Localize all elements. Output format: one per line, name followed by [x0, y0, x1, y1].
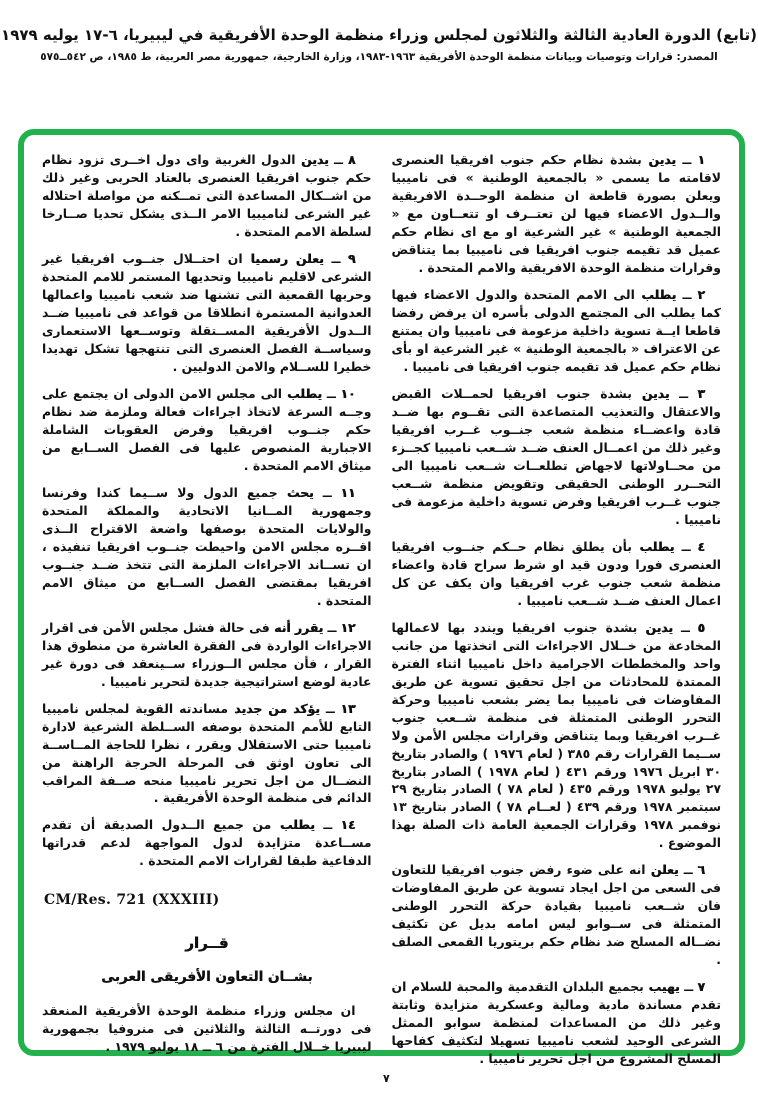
decision-subheading: بشــان التعاون الأفريقى العربى [101, 969, 313, 986]
page-header [0, 26, 758, 63]
paragraph-2-text: الى الامم المتحدة والدول الاعضاء فيها كما يطلب الى المجتمع الدولى بأسره ان يرفض رفضا قاطعا ايــة تسوية داخلية مزعومة فى ناميبيا وان يمتنع عن الاعتراف « بالجمعية الوطنية » غير الشرعية او بأى نظام حكم عميل قد تقيمه جنوب افريقيا فى ناميبيا . [391, 286, 721, 374]
paragraph-8 [42, 151, 372, 241]
resolution-reference: CM/Res. 721 (XXXIII) [44, 892, 220, 909]
paragraph-4 [392, 538, 722, 610]
paragraph-9 [42, 250, 372, 376]
green-border-frame [18, 129, 745, 1067]
paragraph-12-text: فى حالة فشل مجلس الأمن فى اقرار الاجراءات الواردة فى الفقرة العاشرة من منطوق هذا القرار ، فأن مجلس الــوزراء ســينعقد فى دورة غير عادية لوضع استراتيجية جديدة لتحرير ناميبيا . [42, 619, 372, 689]
paragraph-9-text: ان احتــلال جنــوب افريقيا غير الشرعى لاقليم ناميبيا وتحديها المستمر للامم المتحدة وحربها القمعية التى تشنها ضد شعب ناميبيا واعمالها العدوانية المستمرة انطلاقا من قواعد فى ناميبيا ضــد الــدول الأفريقية المســتقلة وتوســعها الاستعمارى وسياســة الفصل العنصرى التى تنتهجها تشكل تهديدا خطيرا للســلام والامن الدوليين . [42, 250, 372, 374]
paragraph-7-lead: ٧ ــ يهيب [648, 979, 705, 995]
paragraph-3-text: بشدة جنوب افريقيا لحمــلات القبض والاعتقال والتعذيب المتصاعدة التى تقــوم بها ضــد قادة واعضــاء منظمة شعب جنــوب غــرب افريقيا وغير ذلك من اعمــال العنف ضــد شــعب ناميبيا كجــزء من محــاولاتها لاجهاض تطلعــات شــعب ناميبيا الى التحــرر الوطنى الحقيقى وتقويض منظمة شــعب جنوب غــرب افريقيا وفرض تسوية داخلية مزعومة فى ناميبيا . [391, 385, 721, 527]
paragraph-10 [42, 385, 372, 475]
paragraph-12-lead: ١٢ ــ يقرر أنه [274, 619, 356, 635]
paragraph-13-text: مساندته القوية لمجلس ناميبيا التابع للأمم المتحدة بوصفه الســلطة الشرعية لادارة ناميبيا حتى الاستقلال ويقرر ، نظرا للحاجة المــاســة الى تعاون اوثق فى المرحلة الحرجة الراهنة من النضــال من اجل تحرير ناميبيا منحه صــفة المراقب الدائم فى منظمة الوحدة الأفريقية . [42, 700, 372, 806]
paragraph-3-lead: ٣ ــ يدين [641, 385, 705, 401]
paragraph-2-lead: ٢ ــ يطلب [641, 286, 705, 302]
paragraph-10-lead: ١٠ ــ يطلب [287, 385, 356, 401]
paragraph-14 [42, 816, 372, 870]
paragraph-6 [392, 861, 722, 969]
paragraph-11-text: جميع الدول ولا ســيما كندا وفرنسا وجمهورية المــانيا الاتحادية والمملكة المتحدة والولايات المتحدة بوصفها واضعة الاقتراح الــذى اقــره مجلس الامن واحيطت جنــوب افريقيا تنفيذه ، ان تســاند الاجراءات الملزمة التى تتخذ ضــد جنــوب افريقيا بمقتضى الفصل الســابع من ميثاق الامم المتحدة . [42, 484, 372, 608]
paragraph-10-text: الى مجلس الامن الدولى ان يجتمع على وجــه السرعة لاتخاذ اجراءات فعالة وملزمة ضد نظام حكم جنــوب افريقيا وفرض العقوبات الشاملة الاجبارية المنصوص عليها فى الفصل الســابع من ميثاق الامم المتحدة . [42, 385, 372, 473]
paragraph-14-lead: ١٤ ــ يطلب [279, 817, 356, 833]
paragraph-1-lead: ١ ــ يدين [648, 152, 705, 167]
paragraph-12 [42, 619, 372, 691]
paragraph-4-lead: ٤ ــ يطلب [639, 538, 705, 554]
paragraph-11 [42, 484, 372, 610]
paragraph-6-text: انه على ضوء رفض جنوب افريقيا للتعاون فى السعى من اجل ايجاد تسوية عن طريق المفاوضات فان شــعب ناميبيا بقيادة حركة التحرر الوطنى المتمثلة فى ســوابو ليس امامه بديل عن تكثيف نضــاله المسلح ضد نظام حكم بريتوريا القمعى الصلف . [391, 862, 721, 968]
decision-heading: قــرار [185, 933, 229, 952]
paragraph-1-text: بشدة نظام حكم جنوب افريقيا العنصرى لاقامته ما يسمى « بالجمعية الوطنية » فى ناميبيا ويعلن بصورة قاطعة ان منظمة الوحــدة الافريقية والــدول الاعضاء فيها لن تعتــرف او تتعــاون مع « الجمعية الوطنية » غير الشرعية او مع اى نظام حكم عميل قد تقيمه جنوب افريقيا فى ناميبيا بما يتناقض وقرارات منظمة الوحدة الافريقية والامم المتحدة . [391, 152, 721, 275]
paragraph-13-lead: ١٣ ــ يؤكد من جديد [234, 700, 356, 716]
paragraph-14-text: من جميع الــدول الصديقة أن تقدم مســاعدة متزايدة لدول المواجهة لدعم قدراتها الدفاعية طبقا لقرارات الامم المتحدة . [42, 817, 372, 869]
paragraph-8-text: الدول الغربية واى دول اخــرى تزود نظام حكم جنوب افريقيا العنصرى بالعتاد الحربى وغير ذلك من اشــكال المساعدة التى تمــكنه من مواصلة احتلاله غير الشرعى لناميبيا الامر الــذى يشكل تحديا صــارخا لسلطة الامم المتحدة . [42, 152, 372, 239]
page-footer-mark: ٧ [383, 1072, 390, 1085]
paragraph-5-lead: ٥ ــ يدين [645, 619, 705, 635]
document-source-line: المصدر: قرارات وتوصيات وبيانات منظمة الوحدة الأفريقية ١٩٦٣-١٩٨٣، وزارة الخارجية، جمهورية مصر العربية، ط ١٩٨٥، ص ٥٤٢ــ٥٧٥ [40, 51, 718, 63]
paragraph-2 [392, 286, 722, 376]
paragraph-11-lead: ١١ ــ يحث [286, 484, 356, 500]
paragraph-3 [392, 385, 722, 529]
paragraph-7 [392, 978, 722, 1068]
paragraph-6-lead: ٦ ــ يعلن [650, 862, 705, 878]
paragraph-8-lead: ٨ ــ يدين [300, 152, 356, 167]
paragraph-1 [392, 151, 722, 277]
two-column-text [42, 151, 722, 1067]
paragraph-9-lead: ٩ ــ يعلن رسميا [250, 250, 356, 266]
paragraph-5-text: بشدة جنوب افريقيا ويندد بها لاعمالها المخادعة من خــلال الاجراءات التى اتخذتها من جانب واحد والمخططات الاجرامية داخل ناميبيا اثناء الفترة الممتدة للمحادثات من اجل تحقيق تسوية عن طريق المفاوضات فى ناميبيا بما يضر بشعب ناميبيا وحركة التحرر الوطنى المتمثلة فى منظمة شــعب جنوب غــرب افريقيا وبما يتناقض وقرارات مجلس الأمن ولا ســيما القرارات رقم ٣٨٥ ( لعام ١٩٧٦ ) والصادر بتاريخ ٣٠ ابريل ١٩٧٦ ورقم ٤٣١ ( لعام ١٩٧٨ ) الصادر بتاريخ ٢٧ يوليو ١٩٧٨ ورقم ٤٣٥ ( لعام ٧٨ ) الصادر بتاريخ ٢٩ سبتمبر ١٩٧٨ ورقم ٤٣٩ ( لعــام ٧٨ ) الصادر بتاريخ ١٣ نوفمبر ١٩٧٨ وقرارات الجمعية العامة ذات الصلة بهذا الموضوع . [391, 619, 722, 851]
paragraph-13 [42, 700, 372, 808]
closing-paragraph: ان مجلس وزراء منظمة الوحدة الأفريقية المنعقد فى دورتــه الثالثة والثلاثين فى منروفيا بجمهورية ليبيريا خــلال الفترة من ٦ ــ ١٨ يوليو ١٩٧٩ . [42, 1003, 372, 1054]
paragraph-5 [392, 619, 722, 853]
left-column [42, 151, 372, 1054]
right-column [391, 151, 722, 1067]
paragraph-7-text: بجميع البلدان التقدمية والمحبة للسلام ان تقدم مساندة مادية ومالية وعسكرية متزايدة وثابتة وغير ذلك من المساعدات لمنظمة سوابو الممثل الشرعى الوحيد لشعب ناميبيا تسهيلا لتكثيف كفاحها المسلح المشروع من اجل تحرير ناميبيا . [391, 979, 721, 1067]
paragraph-4-text: بأن يطلق نظام حــكم جنــوب افريقيا العنصرى فورا ودون قيد او شرط سراح قادة واعضاء منظمة شعب جنوب غرب افريقيا وان يكف عن كل اعمال العنف ضــد شــعب ناميبيا . [391, 538, 721, 608]
document-title: (تابع) الدورة العادية الثالثة والثلاثون لمجلس وزراء منظمة الوحدة الأفريقية في ليبيريا، ٦-١٧ يوليه ١٩٧٩ [1, 26, 757, 44]
